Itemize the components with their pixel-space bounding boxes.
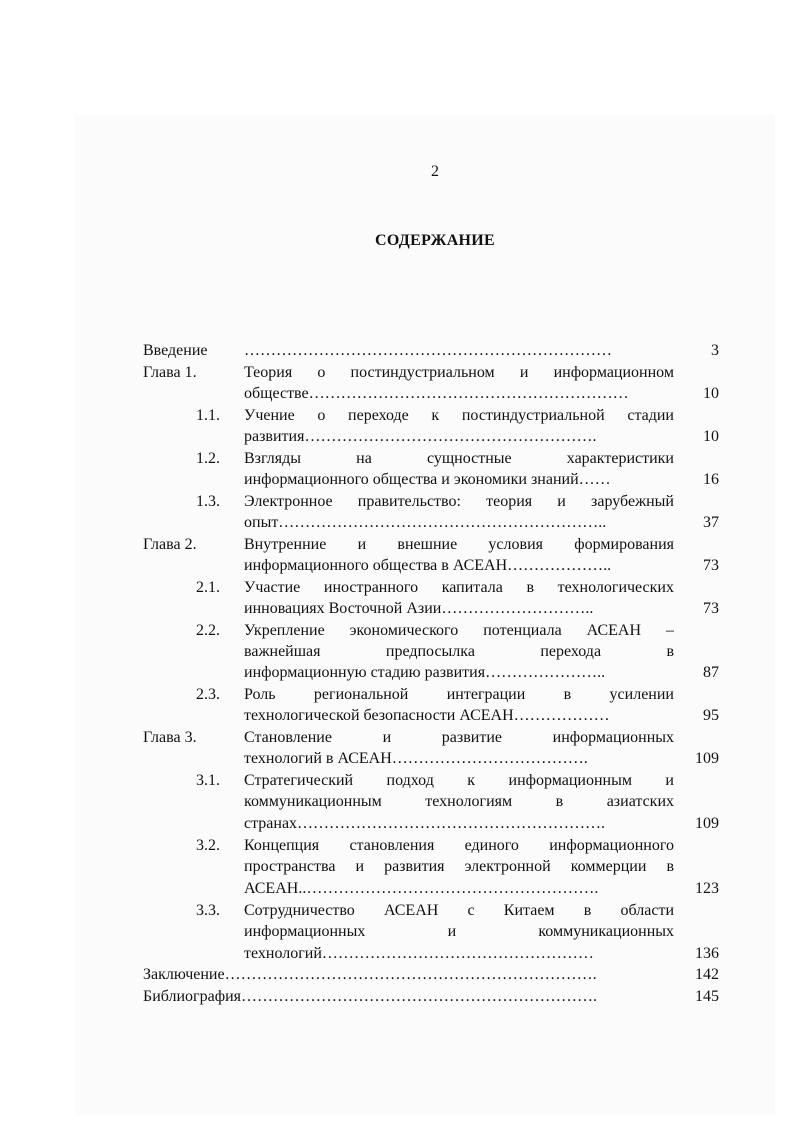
toc-section-1-1-title-cont: развития……………………………………………….: [244, 428, 597, 445]
toc-section-3-3-page: 136: [695, 945, 719, 962]
toc-conclusion: Заключение…………………………………………………………….: [143, 966, 597, 983]
page-number: 2: [431, 163, 439, 180]
toc-section-3-3-title: Сотрудничество АСЕАН с Китаем в области: [244, 902, 674, 919]
toc-chapter-1-page: 10: [703, 385, 719, 402]
toc-section-2-1-number: 2.1.: [196, 579, 220, 596]
toc-chapter-2-label: Глава 2.: [143, 536, 197, 553]
toc-section-3-3-title-cont: информационных и коммуникационных: [244, 923, 674, 940]
toc-section-1-3-title-cont: опыт……………………………………………………..: [244, 514, 607, 531]
toc-section-1-1-title: Учение о переходе к постиндустриальной стадии: [244, 407, 674, 424]
toc-chapter-1-title: Теория о постиндустриальном и информационном: [244, 364, 674, 381]
toc-bibliography: Библиография………………………………………………………….: [143, 988, 597, 1005]
toc-chapter-1-title-cont: обществе……………………………………………………: [244, 385, 629, 402]
toc-section-3-1-page: 109: [695, 815, 719, 832]
toc-section-2-2-title-cont-2: информационную стадию развития…………………..: [244, 664, 606, 681]
toc-section-1-2-title: Взгляды на сущностные характеристики: [244, 450, 674, 467]
toc-section-3-2-title-cont-2: АСЕАН..……………………………………………….: [244, 880, 599, 897]
toc-chapter-3-title: Становление и развитие информационных: [244, 729, 674, 746]
toc-section-3-3-title-cont-2: технологий……………………………………………: [244, 945, 594, 962]
toc-section-1-3-page: 37: [703, 514, 719, 531]
toc-section-2-3-page: 95: [703, 707, 719, 724]
toc-intro-page: 3: [711, 342, 719, 359]
toc-section-3-2-title-cont: пространства и развития электронной коммерции в: [244, 858, 674, 875]
toc-chapter-3-title-cont: технологий в АСЕАН……………………………….: [244, 750, 588, 767]
toc-chapter-3-label: Глава 3.: [143, 729, 197, 746]
toc-section-2-2-page: 87: [703, 664, 719, 681]
toc-section-1-2-number: 1.2.: [196, 450, 220, 467]
toc-section-2-3-title-cont: технологической безопасности АСЕАН………………: [244, 707, 610, 724]
toc-intro-label: Введение: [143, 342, 208, 359]
toc-section-1-2-title-cont: информационного общества и экономики знаний……: [244, 471, 611, 488]
toc-section-1-3-title: Электронное правительство: теория и зарубежный: [244, 493, 674, 510]
toc-section-2-1-page: 73: [703, 600, 719, 617]
toc-chapter-3-page: 109: [695, 750, 719, 767]
toc-chapter-2-page: 73: [703, 557, 719, 574]
toc-chapter-2-title: Внутренние и внешние условия формирования: [244, 536, 674, 553]
toc-section-2-2-title: Укрепление экономического потенциала АСЕАН –: [244, 622, 674, 639]
toc-intro-dots: ……………………………………………………………: [244, 342, 612, 359]
page-title: СОДЕРЖАНИЕ: [374, 232, 496, 249]
toc-conclusion-page: 142: [695, 966, 719, 983]
toc-section-2-2-number: 2.2.: [196, 622, 220, 639]
toc-section-3-2-number: 3.2.: [196, 837, 220, 854]
toc-chapter-1-label: Глава 1.: [143, 364, 197, 381]
toc-section-2-1-title-cont: инновациях Восточной Азии………………………..: [244, 600, 594, 617]
toc-section-2-3-title: Роль региональной интеграции в усилении: [244, 686, 674, 703]
toc-section-1-1-number: 1.1.: [196, 407, 220, 424]
toc-section-1-2-page: 16: [703, 471, 719, 488]
toc-section-3-2-title: Концепция становления единого информационного: [244, 837, 674, 854]
toc-section-3-1-number: 3.1.: [196, 772, 220, 789]
toc-section-3-1-title-cont: коммуникационным технологиям в азиатских: [244, 793, 674, 810]
toc-section-2-1-title: Участие иностранного капитала в технологических: [244, 579, 674, 596]
toc-bibliography-page: 145: [695, 988, 719, 1005]
toc-section-3-2-page: 123: [695, 880, 719, 897]
toc-section-3-1-title-cont-2: странах………………………………………………….: [244, 815, 606, 832]
toc-section-1-1-page: 10: [703, 428, 719, 445]
toc-section-2-3-number: 2.3.: [196, 686, 220, 703]
toc-section-1-3-number: 1.3.: [196, 493, 220, 510]
toc-section-3-3-number: 3.3.: [196, 902, 220, 919]
toc-chapter-2-title-cont: информационного общества в АСЕАН………………..: [244, 557, 612, 574]
toc-section-2-2-title-cont: важнейшая предпосылка перехода в: [244, 643, 674, 660]
toc-section-3-1-title: Стратегический подход к информационным и: [244, 772, 674, 789]
